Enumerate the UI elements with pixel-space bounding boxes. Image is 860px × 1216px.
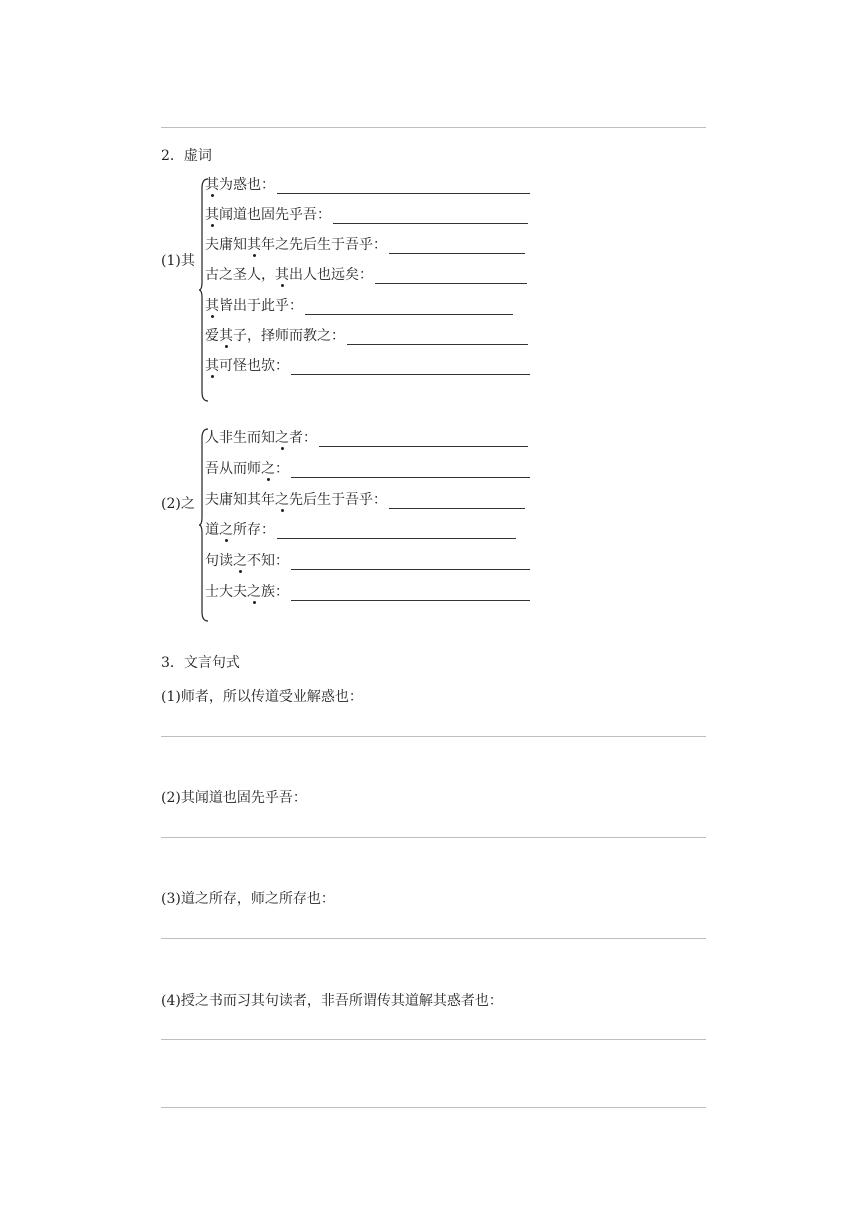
zhi-item-5 [205, 552, 530, 570]
top-rule [161, 127, 706, 128]
answer-blank[interactable] [389, 240, 525, 254]
answer-blank[interactable] [291, 464, 530, 478]
answer-blank[interactable] [277, 180, 530, 194]
qi-item-6-text: 爱其子，择师而教之： [205, 328, 345, 344]
answer-blank[interactable] [305, 301, 513, 315]
answer-line-1[interactable] [161, 736, 706, 737]
zhi-item-1 [205, 429, 528, 447]
zhi-item-2 [205, 460, 530, 478]
qi-item-4 [205, 266, 527, 284]
qi-item-7-text: 其可怪也欤： [205, 358, 289, 374]
qi-item-1-rest: 为惑也： [219, 177, 275, 193]
answer-blank[interactable] [333, 210, 528, 224]
question-1: (1)师者，所以传道受业解惑也： [161, 689, 363, 705]
question-3: (3)道之所存，师之所存也： [161, 891, 335, 907]
answer-blank[interactable] [291, 587, 530, 601]
qi-item-3 [205, 236, 525, 254]
answer-blank[interactable] [291, 556, 530, 570]
sentence-patterns-heading: 3．文言句式 [161, 655, 240, 671]
qi-item-4-text: 古之圣人，其出人也远矣： [205, 267, 373, 283]
qi-item-5 [205, 297, 513, 315]
qi-item-6 [205, 327, 528, 345]
zhi-item-4 [205, 521, 516, 539]
zhi-item-1-text: 人非生而知之者： [205, 430, 317, 446]
zhi-item-3 [205, 491, 525, 509]
zhi-item-6-text: 士大夫之族： [205, 584, 289, 600]
qi-item-2 [205, 206, 528, 224]
answer-line-4b[interactable] [161, 1107, 706, 1108]
function-words-heading: 2．虚词 [161, 148, 212, 164]
answer-blank[interactable] [347, 331, 528, 345]
qi-item-3-text: 夫庸知其年之先后生于吾乎： [205, 237, 387, 253]
question-2: (2)其闻道也固先乎吾： [161, 790, 307, 806]
question-4: (4)授之书而习其句读者，非吾所谓传其道解其惑者也： [161, 993, 503, 1009]
answer-line-2[interactable] [161, 837, 706, 838]
answer-blank[interactable] [291, 361, 530, 375]
qi-item-2-text: 其闻道也固先乎吾： [205, 207, 331, 223]
answer-line-4a[interactable] [161, 1039, 706, 1040]
qi-item-5-text: 其皆出于此乎： [205, 298, 303, 314]
answer-blank[interactable] [319, 433, 528, 447]
qi-item-1 [205, 176, 530, 194]
answer-blank[interactable] [389, 495, 525, 509]
group-label-zhi: (2)之 [161, 496, 195, 512]
zhi-item-6 [205, 583, 530, 601]
qi-item-1-text: 其为惑也： [205, 177, 275, 193]
zhi-item-5-text: 句读之不知： [205, 553, 289, 569]
answer-line-3[interactable] [161, 938, 706, 939]
zhi-item-4-text: 道之所存： [205, 522, 275, 538]
answer-blank[interactable] [277, 525, 516, 539]
answer-blank[interactable] [375, 270, 527, 284]
zhi-item-3-text: 夫庸知其年之先后生于吾乎： [205, 492, 387, 508]
zhi-item-2-text: 吾从而师之： [205, 461, 289, 477]
group-label-qi: (1)其 [161, 253, 195, 269]
qi-item-7 [205, 357, 530, 375]
